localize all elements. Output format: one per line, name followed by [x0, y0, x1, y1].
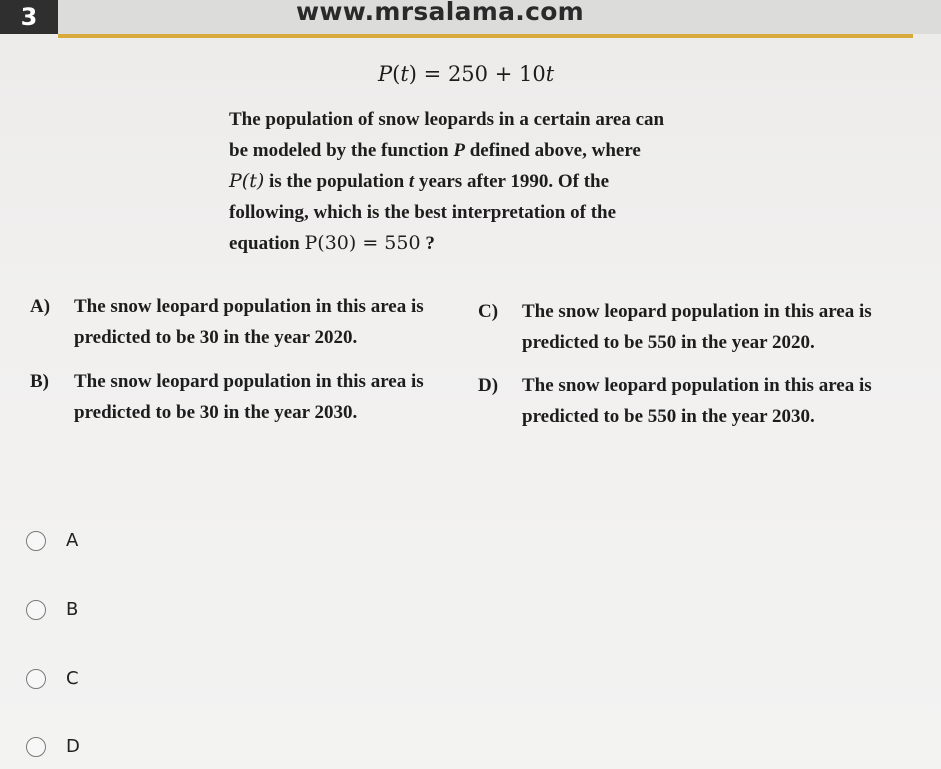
choice-text: The snow leopard population in this area is predicted to be 30 in the year 2030. [74, 371, 424, 423]
equation-function-name: P [378, 62, 393, 86]
equation-rhs-variable: t [545, 62, 555, 86]
radio-option-a[interactable] [26, 530, 78, 551]
question-number: 3 [0, 0, 58, 34]
radio-option-b[interactable] [26, 599, 78, 620]
stem-line-4: following, which is the best interpretation of the [229, 202, 617, 223]
choice-letter: C) [478, 301, 499, 322]
equation-variable: t [400, 62, 409, 86]
choice-letter: A) [30, 296, 51, 317]
radio-button[interactable] [26, 600, 46, 620]
equation-rhs: = 250 + 10 [423, 62, 546, 86]
radio-label[interactable]: C [66, 668, 79, 689]
stem-line-2: be modeled by the function P defined above, where [229, 140, 641, 161]
radio-label[interactable]: B [66, 599, 79, 620]
site-url: www.mrsalama.com [296, 0, 585, 26]
stem-line-5: equation P(30) = 550 ? [229, 232, 435, 254]
radio-option-c[interactable] [26, 668, 79, 689]
choice-text: The snow leopard population in this area is predicted to be 550 in the year 2020. [522, 301, 872, 353]
choice-text: The snow leopard population in this area is predicted to be 30 in the year 2020. [74, 296, 424, 348]
radio-button[interactable] [26, 669, 46, 689]
radio-button[interactable] [26, 737, 46, 757]
header-divider [58, 34, 913, 38]
radio-option-d[interactable] [26, 736, 80, 757]
radio-label[interactable]: D [66, 736, 80, 757]
choice-letter: D) [478, 375, 499, 396]
stem-line-1: The population of snow leopards in a certain area can [229, 109, 665, 130]
radio-button[interactable] [26, 531, 46, 551]
choice-text: The snow leopard population in this area is predicted to be 550 in the year 2030. [522, 375, 872, 427]
header-bar [0, 0, 941, 34]
choice-letter: B) [30, 371, 49, 392]
stem-line-3: P(t) is the population t years after 1990. Of the [229, 170, 610, 192]
function-equation: P(t) = 250 + 10t [378, 62, 555, 86]
radio-label[interactable]: A [66, 530, 79, 551]
question-stem [229, 104, 709, 259]
